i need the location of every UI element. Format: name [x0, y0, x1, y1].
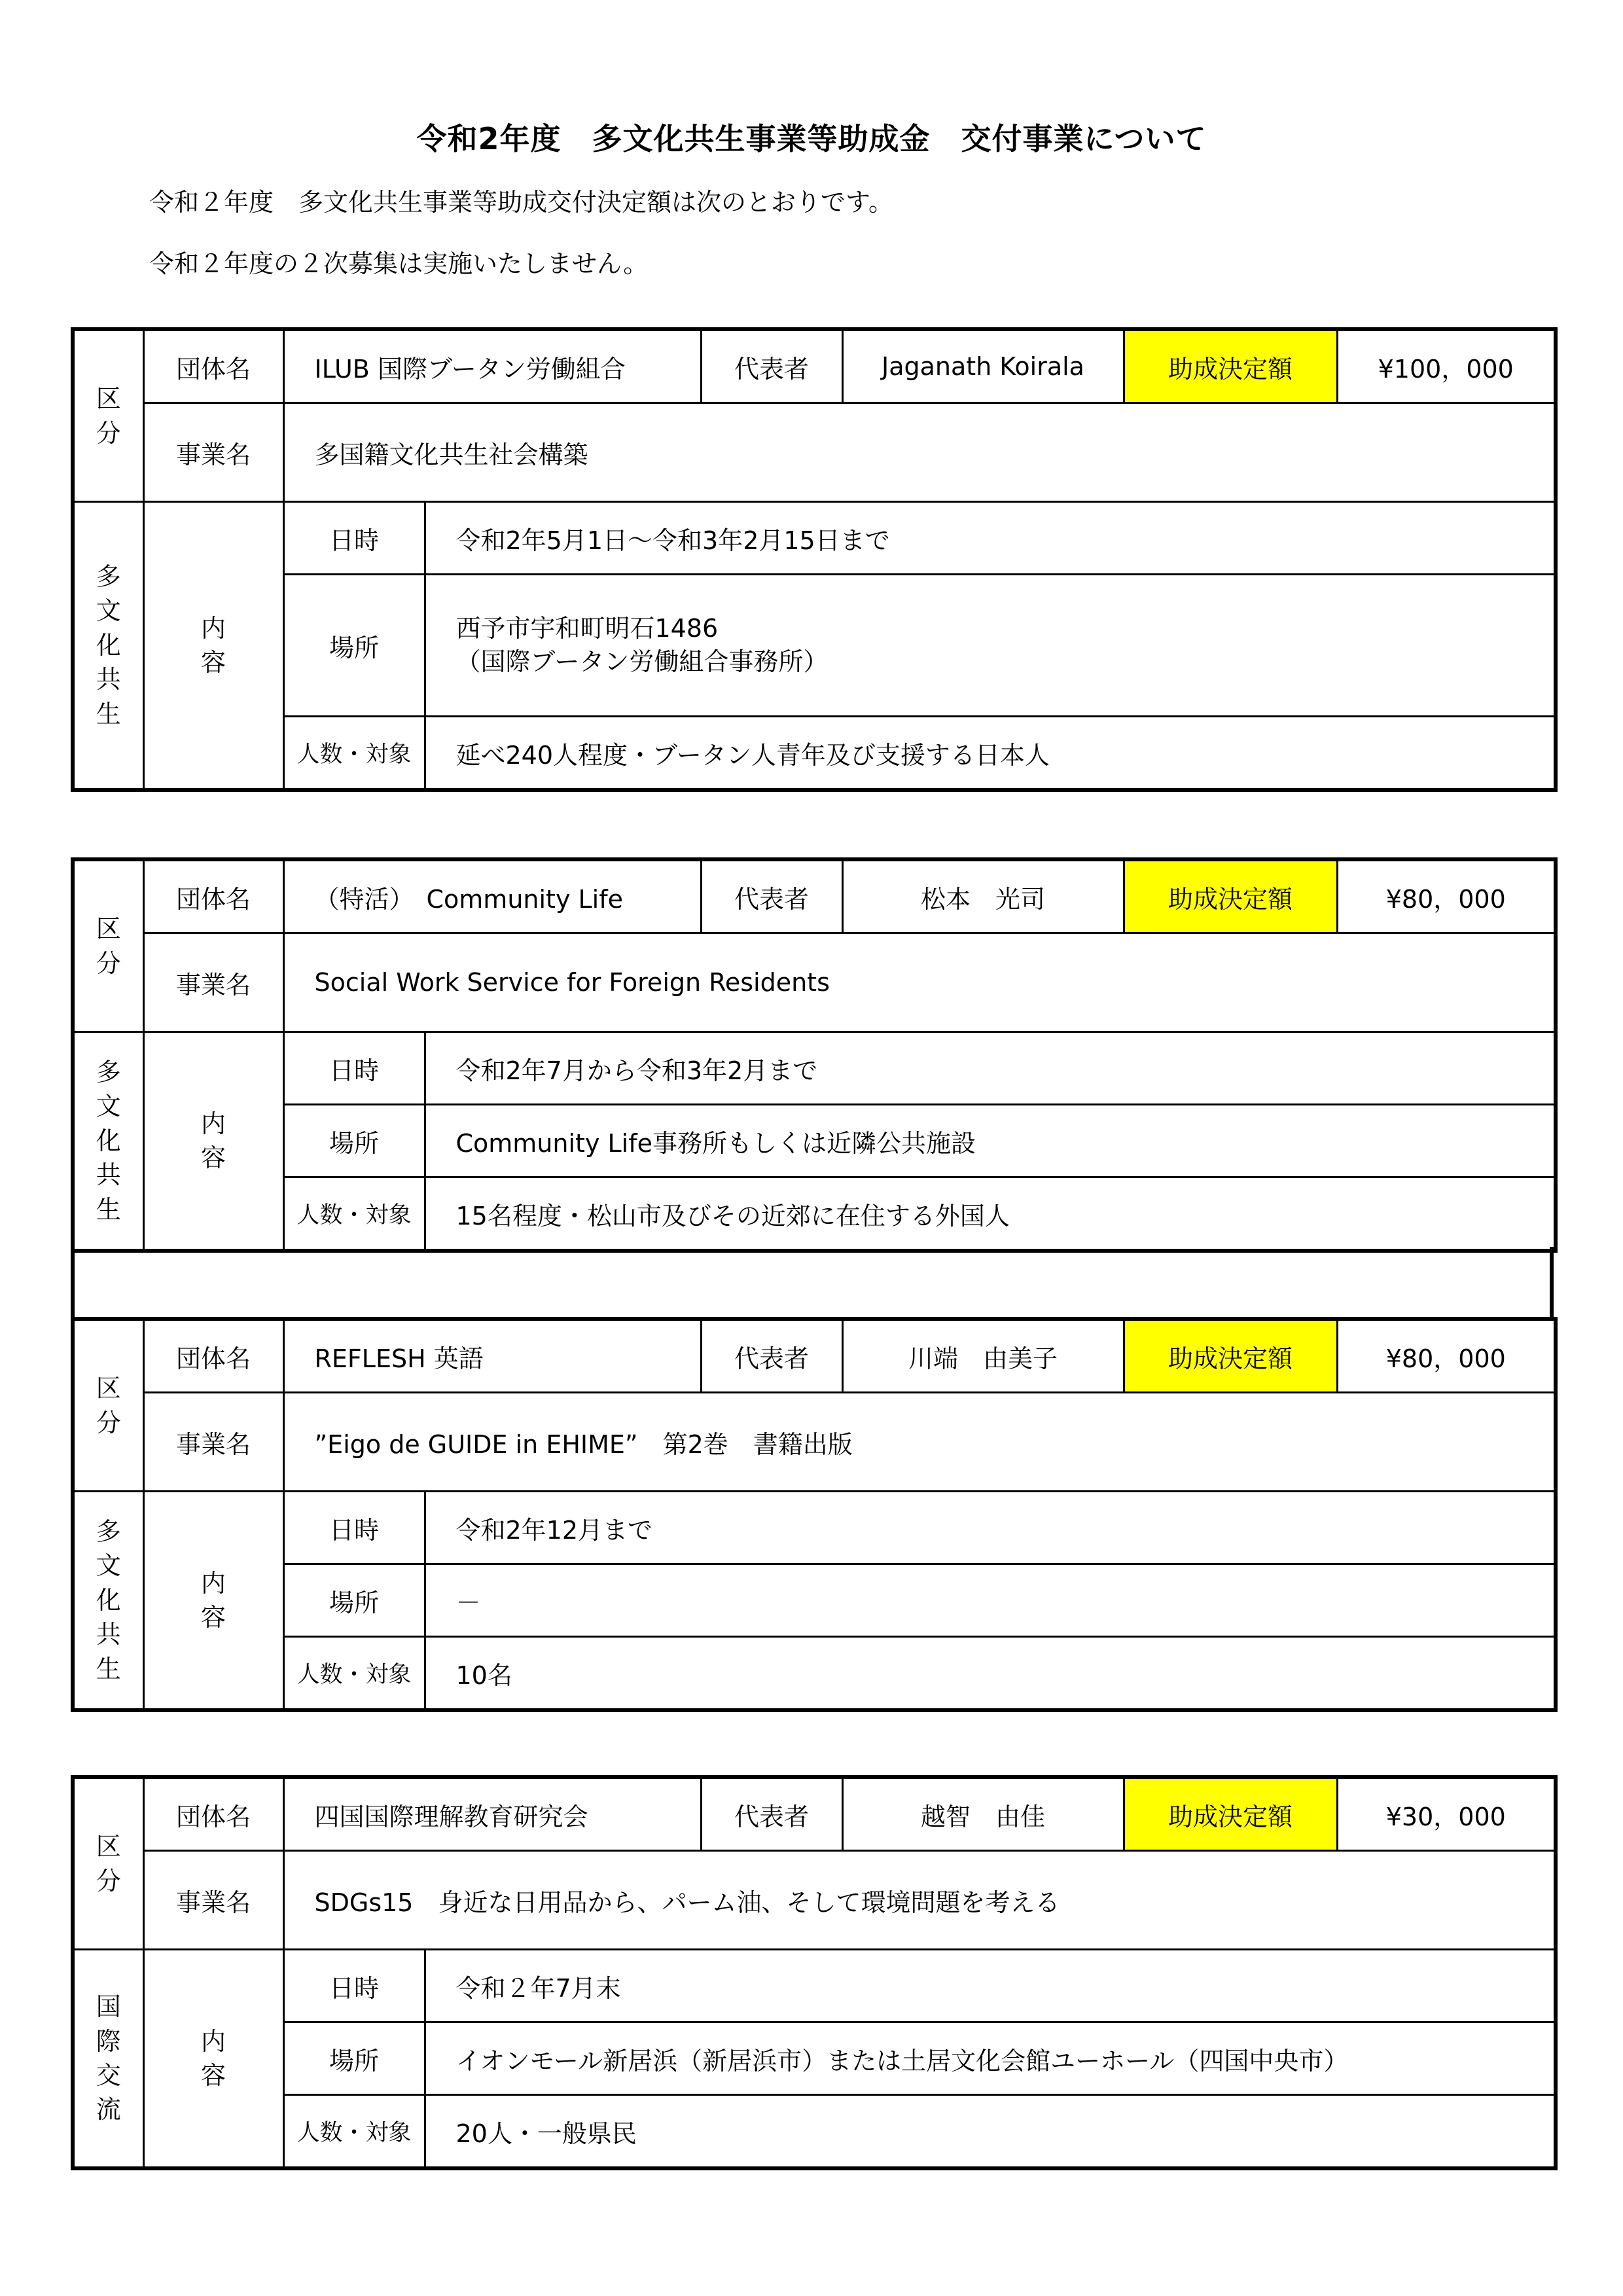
org-name-label: 団体名 — [143, 329, 283, 403]
target-value: 10名 — [425, 1637, 1556, 1711]
representative-label: 代表者 — [701, 859, 842, 933]
grant-block-4 — [71, 1775, 1558, 2170]
project-name: SDGs15 身近な日用品から、パーム油、そして環境問題を考える — [283, 1851, 1556, 1950]
place-value: － — [425, 1564, 1556, 1637]
org-name: 四国国際理解教育研究会 — [283, 1777, 701, 1851]
page-title: 令和2年度 多文化共生事業等助成金 交付事業について — [416, 121, 1207, 156]
representative: 越智 由佳 — [842, 1777, 1124, 1851]
grant-block-2 — [71, 857, 1558, 1253]
grant-amount-label: 助成決定額 — [1124, 1319, 1337, 1393]
category-label: 国 際 交 流 — [73, 1950, 143, 2169]
notice-line-1: 令和２年度 多文化共生事業等助成交付決定額は次のとおりです。 — [149, 188, 893, 217]
grant-amount-label: 助成決定額 — [1124, 859, 1337, 933]
grant-amount: ¥80，000 — [1337, 1319, 1556, 1393]
org-name: REFLESH 英語 — [283, 1319, 701, 1393]
project-name-label: 事業名 — [143, 1851, 283, 1950]
date-value: 令和2年7月から令和3年2月まで — [425, 1032, 1556, 1105]
representative: 川端 由美子 — [842, 1319, 1124, 1393]
content-label: 内 容 — [143, 1950, 283, 2169]
place-value: 西予市宇和町明石1486 （国際ブータン労働組合事務所） — [425, 575, 1556, 717]
grant-amount-label: 助成決定額 — [1124, 1777, 1337, 1851]
project-name-label: 事業名 — [143, 933, 283, 1032]
place-label: 場所 — [283, 1564, 425, 1637]
project-name: Social Work Service for Foreign Residents — [283, 933, 1556, 1032]
project-name-label: 事業名 — [143, 403, 283, 502]
grant-amount: ¥80，000 — [1337, 859, 1556, 933]
kubun-label: 区 分 — [73, 859, 143, 1032]
date-value: 令和2年12月まで — [425, 1492, 1556, 1564]
target-label: 人数・対象 — [283, 717, 425, 791]
date-label: 日時 — [283, 502, 425, 575]
grant-block-1 — [71, 327, 1558, 792]
place-label: 場所 — [283, 1105, 425, 1177]
representative-label: 代表者 — [701, 1777, 842, 1851]
org-name-label: 団体名 — [143, 1319, 283, 1393]
target-value: 20人・一般県民 — [425, 2095, 1556, 2169]
category-label: 多 文 化 共 生 — [73, 1032, 143, 1251]
content-label: 内 容 — [143, 502, 283, 791]
kubun-label: 区 分 — [73, 1319, 143, 1492]
place-label: 場所 — [283, 575, 425, 717]
notice-line-2: 令和２年度の２次募集は実施いたしません。 — [149, 249, 649, 278]
target-value: 延べ240人程度・ブータン人青年及び支援する日本人 — [425, 717, 1556, 791]
date-value: 令和２年7月末 — [425, 1950, 1556, 2022]
target-label: 人数・対象 — [283, 1637, 425, 1711]
grant-amount: ¥30，000 — [1337, 1777, 1556, 1851]
target-label: 人数・対象 — [283, 2095, 425, 2169]
org-name-label: 団体名 — [143, 859, 283, 933]
kubun-label: 区 分 — [73, 1777, 143, 1950]
place-label: 場所 — [283, 2022, 425, 2095]
kubun-label: 区 分 — [73, 329, 143, 502]
place-value: Community Life事務所もしくは近隣公共施設 — [425, 1105, 1556, 1177]
date-label: 日時 — [283, 1950, 425, 2022]
date-value: 令和2年5月1日～令和3年2月15日まで — [425, 502, 1556, 575]
org-name: ILUB 国際ブータン労働組合 — [283, 329, 701, 403]
representative: Jaganath Koirala — [842, 329, 1124, 403]
category-label: 多 文 化 共 生 — [73, 502, 143, 791]
representative: 松本 光司 — [842, 859, 1124, 933]
date-label: 日時 — [283, 1032, 425, 1105]
content-label: 内 容 — [143, 1032, 283, 1251]
project-name: ”Eigo de GUIDE in EHIME” 第2巻 書籍出版 — [283, 1393, 1556, 1492]
project-name-label: 事業名 — [143, 1393, 283, 1492]
representative-label: 代表者 — [701, 329, 842, 403]
date-label: 日時 — [283, 1492, 425, 1564]
content-label: 内 容 — [143, 1492, 283, 1711]
org-name: （特活） Community Life — [283, 859, 701, 933]
grant-amount: ¥100，000 — [1337, 329, 1556, 403]
target-label: 人数・対象 — [283, 1177, 425, 1251]
representative-label: 代表者 — [701, 1319, 842, 1393]
project-name: 多国籍文化共生社会構築 — [283, 403, 1556, 502]
target-value: 15名程度・松山市及びその近郊に在住する外国人 — [425, 1177, 1556, 1251]
place-value: イオンモール新居浜（新居浜市）または土居文化会館ユーホール（四国中央市） — [425, 2022, 1556, 2095]
grant-amount-label: 助成決定額 — [1124, 329, 1337, 403]
grant-block-3 — [71, 1317, 1558, 1712]
category-label: 多 文 化 共 生 — [73, 1492, 143, 1711]
block-separator — [71, 1247, 1554, 1319]
org-name-label: 団体名 — [143, 1777, 283, 1851]
